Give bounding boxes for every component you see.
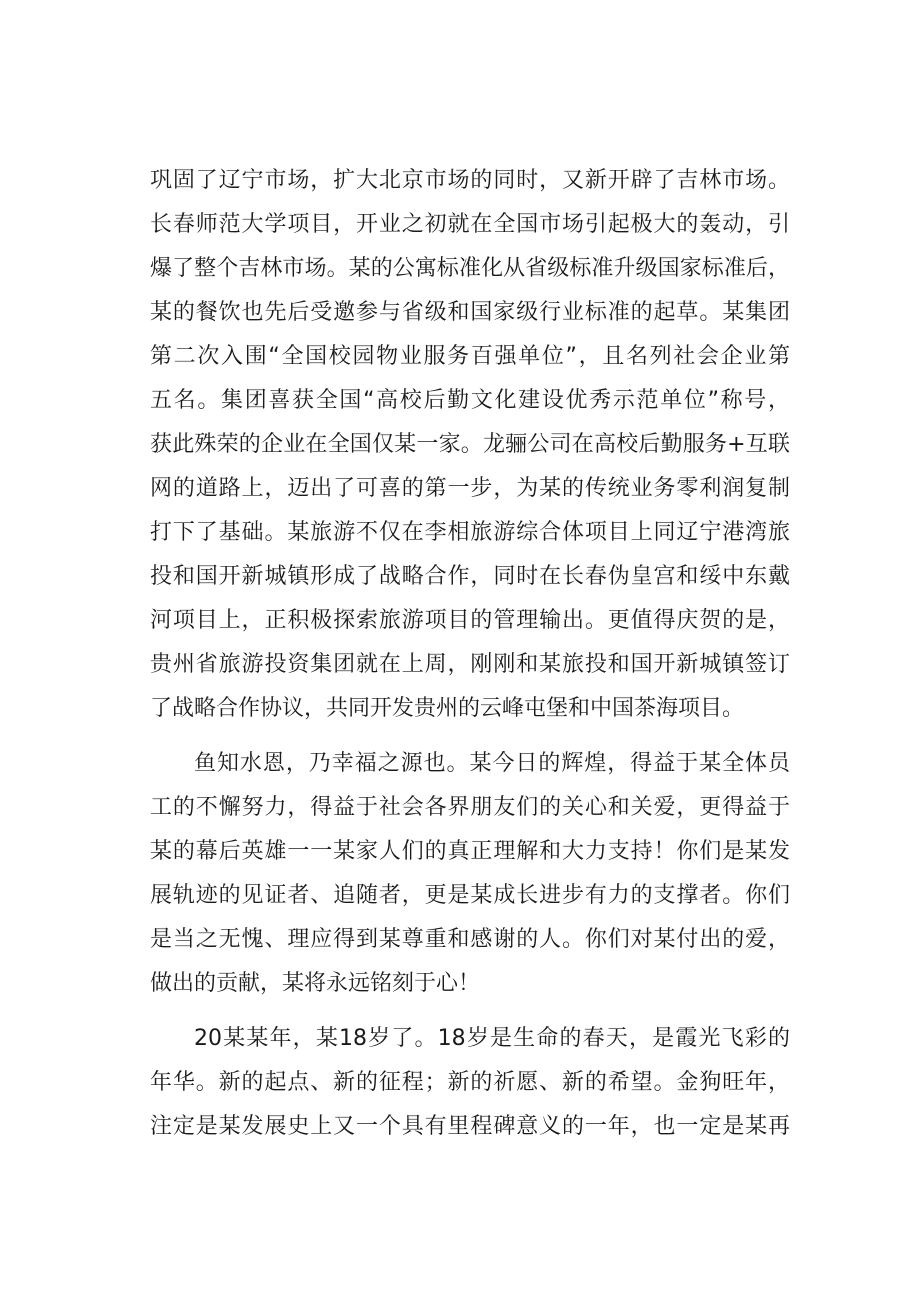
paragraph-gap bbox=[150, 731, 790, 742]
text-line: 爆了整个吉林市场。某的公寓标准化从省级标准升级国家标准后， bbox=[150, 256, 790, 281]
text-line: 了战略合作协议，共同开发贵州的云峰屯堡和中国茶海项目。 bbox=[150, 696, 745, 721]
text-line: 是当之无愧、理应得到某尊重和感谢的人。你们对某付出的爱， bbox=[150, 927, 790, 952]
text-line: 第二次入围“全国校园物业服务百强单位”，且名列社会企业第 bbox=[150, 344, 791, 369]
text-line: 鱼知水恩，乃幸福之源也。某今日的辉煌，得益于某全体员 bbox=[194, 751, 790, 776]
text-line: 河项目上，正积极探索旅游项目的管理输出。更值得庆贺的是， bbox=[150, 608, 790, 633]
text-line: 长春师范大学项目，开业之初就在全国市场引起极大的轰动，引 bbox=[150, 212, 790, 237]
text-line: 获此殊荣的企业在全国仅某一家。龙骊公司在高校后勤服务+互联 bbox=[150, 432, 790, 457]
text-line: 网的道路上，迈出了可喜的第一步，为某的传统业务零利润复制 bbox=[150, 476, 790, 501]
paragraph-3 bbox=[150, 1017, 790, 1149]
paragraph-gap bbox=[150, 1006, 790, 1017]
text-line: 巩固了辽宁市场，扩大北京市场的同时，又新开辟了吉林市场。 bbox=[150, 168, 790, 193]
text-line: 某的餐饮也先后受邀参与省级和国家级行业标准的起草。某集团 bbox=[150, 300, 790, 325]
text-line: 做出的贡献，某将永远铭刻于心！ bbox=[150, 971, 481, 996]
text-line: 年华。新的起点、新的征程；新的祈愿、新的希望。金狗旺年， bbox=[150, 1070, 790, 1095]
text-line: 展轨迹的见证者、追随者，更是某成长进步有力的支撑者。你们 bbox=[150, 883, 790, 908]
text-line: 打下了基础。某旅游不仅在李相旅游综合体项目上同辽宁港湾旅 bbox=[150, 520, 790, 545]
text-line: 贵州省旅游投资集团就在上周，刚刚和某旅投和国开新城镇签订 bbox=[150, 652, 790, 677]
text-line: 注定是某发展史上又一个具有里程碑意义的一年，也一定是某再 bbox=[150, 1114, 790, 1139]
text-line: 20某某年，某18岁了。18岁是生命的春天，是霞光飞彩的 bbox=[194, 1026, 790, 1051]
paragraph-1 bbox=[150, 159, 790, 731]
paragraph-2 bbox=[150, 742, 790, 1006]
text-line: 某的幕后英雄一一某家人们的真正理解和大力支持！你们是某发 bbox=[150, 839, 790, 864]
text-line: 工的不懈努力，得益于社会各界朋友们的关心和关爱，更得益于 bbox=[150, 795, 790, 820]
text-line: 投和国开新城镇形成了战略合作，同时在长春伪皇宫和绥中东戴 bbox=[150, 564, 790, 589]
text-line: 五名。集团喜获全国“高校后勤文化建设优秀示范单位”称号， bbox=[150, 388, 790, 413]
document-body bbox=[150, 159, 790, 1149]
